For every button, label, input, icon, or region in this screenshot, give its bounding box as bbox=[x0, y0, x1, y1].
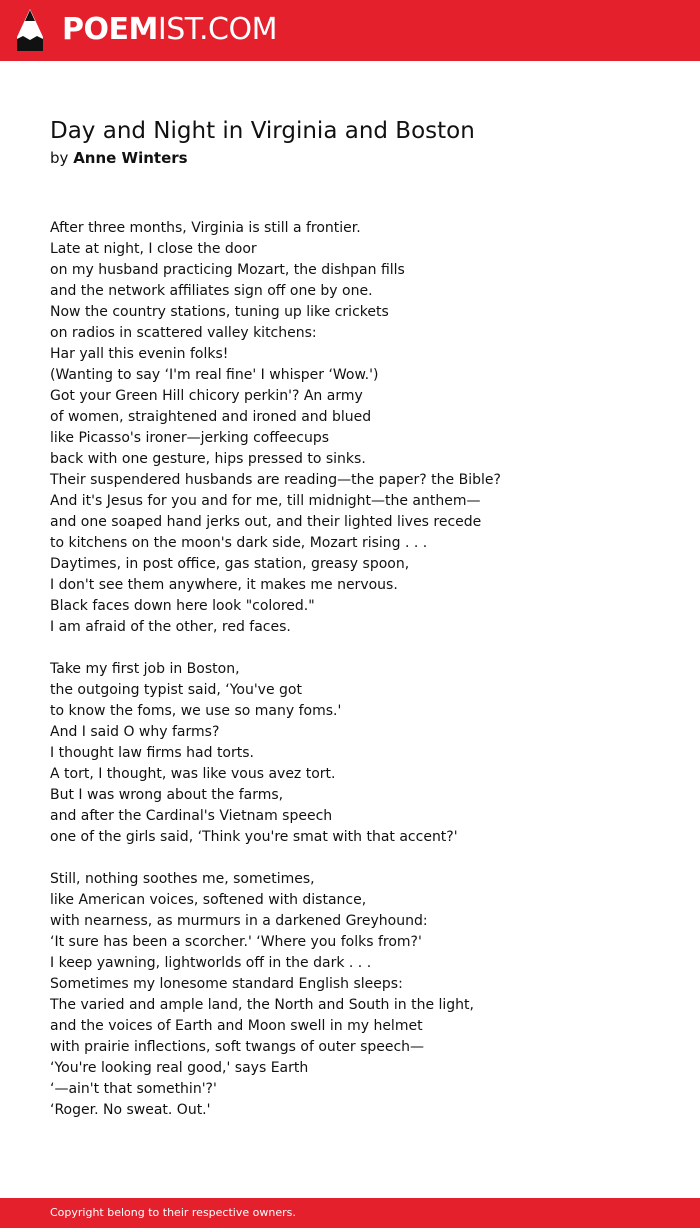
poem-body bbox=[50, 218, 670, 1142]
poem-author: Anne Winters bbox=[73, 149, 188, 167]
poem-line: and the voices of Earth and Moon swell in my helmet bbox=[50, 1018, 423, 1034]
poem-line: back with one gesture, hips pressed to sinks. bbox=[50, 451, 366, 467]
poem-line: like Picasso's ironer—jerking coffeecups bbox=[50, 430, 329, 446]
poem-line: A tort, I thought, was like vous avez tort. bbox=[50, 766, 336, 782]
poem-line: and one soaped hand jerks out, and their lighted lives recede bbox=[50, 514, 482, 530]
site-footer bbox=[0, 1198, 700, 1228]
by-label: by bbox=[50, 149, 69, 167]
poem-line: But I was wrong about the farms, bbox=[50, 787, 284, 803]
poem-line: Har yall this evenin folks! bbox=[50, 346, 229, 362]
poem-line: on radios in scattered valley kitchens: bbox=[50, 325, 317, 341]
poem-line: I keep yawning, lightworlds off in the dark . . . bbox=[50, 955, 372, 971]
poem-line: one of the girls said, ‘Think you're smat with that accent?' bbox=[50, 829, 458, 845]
poem-line: on my husband practicing Mozart, the dishpan fills bbox=[50, 262, 405, 278]
poem-line: And I said O why farms? bbox=[50, 724, 220, 740]
poem-line: and the network affiliates sign off one by one. bbox=[50, 283, 373, 299]
poem-line: and after the Cardinal's Vietnam speech bbox=[50, 808, 333, 824]
poem-line: ‘It sure has been a scorcher.' ‘Where you folks from?' bbox=[50, 934, 422, 950]
poem-line: Still, nothing soothes me, sometimes, bbox=[50, 871, 315, 887]
poem-line: ‘You're looking real good,' says Earth bbox=[50, 1060, 309, 1076]
poem-line: with nearness, as murmurs in a darkened Greyhound: bbox=[50, 913, 428, 929]
poem-line: Their suspendered husbands are reading—the paper? the Bible? bbox=[50, 472, 501, 488]
logo-light-text: IST.COM bbox=[157, 12, 277, 47]
poem-line: Late at night, I close the door bbox=[50, 241, 257, 257]
poem-line: And it's Jesus for you and for me, till midnight—the anthem— bbox=[50, 493, 481, 509]
poem-line: to kitchens on the moon's dark side, Mozart rising . . . bbox=[50, 535, 428, 551]
poem-line: Take my first job in Boston, bbox=[50, 661, 240, 677]
pencil-tip-icon[interactable] bbox=[17, 9, 43, 51]
site-header bbox=[0, 0, 700, 61]
poem-line: ‘—ain't that somethin'?' bbox=[50, 1081, 217, 1097]
copyright-notice: Copyright belong to their respective owners. bbox=[50, 1206, 296, 1219]
logo-bold-text: POEM bbox=[62, 12, 158, 47]
poem-line: After three months, Virginia is still a frontier. bbox=[50, 220, 361, 236]
poem-line: with prairie inflections, soft twangs of outer speech— bbox=[50, 1039, 425, 1055]
poem-line: Now the country stations, tuning up like crickets bbox=[50, 304, 389, 320]
poem-stanza bbox=[50, 659, 670, 848]
poem-line: to know the foms, we use so many foms.' bbox=[50, 703, 342, 719]
poem-line: The varied and ample land, the North and South in the light, bbox=[50, 997, 474, 1013]
poem-line: like American voices, softened with distance, bbox=[50, 892, 367, 908]
poem-line: Sometimes my lonesome standard English sleeps: bbox=[50, 976, 403, 992]
site-logo[interactable] bbox=[62, 12, 277, 48]
poem-line: I don't see them anywhere, it makes me nervous. bbox=[50, 577, 398, 593]
poem-line: ‘Roger. No sweat. Out.' bbox=[50, 1102, 211, 1118]
poem-line: I am afraid of the other, red faces. bbox=[50, 619, 291, 635]
poem-line: Got your Green Hill chicory perkin'? An army bbox=[50, 388, 363, 404]
poem-line: of women, straightened and ironed and blued bbox=[50, 409, 372, 425]
poem-byline bbox=[50, 148, 188, 169]
poem-line: the outgoing typist said, ‘You've got bbox=[50, 682, 302, 698]
poem-stanza bbox=[50, 869, 670, 1121]
poem-line: Black faces down here look "colored." bbox=[50, 598, 315, 614]
poem-line: Daytimes, in post office, gas station, greasy spoon, bbox=[50, 556, 410, 572]
poem-stanza bbox=[50, 218, 670, 638]
poem-line: I thought law firms had torts. bbox=[50, 745, 254, 761]
poem-line: (Wanting to say ‘I'm real fine' I whisper ‘Wow.') bbox=[50, 367, 379, 383]
poem-title: Day and Night in Virginia and Boston bbox=[50, 118, 475, 144]
